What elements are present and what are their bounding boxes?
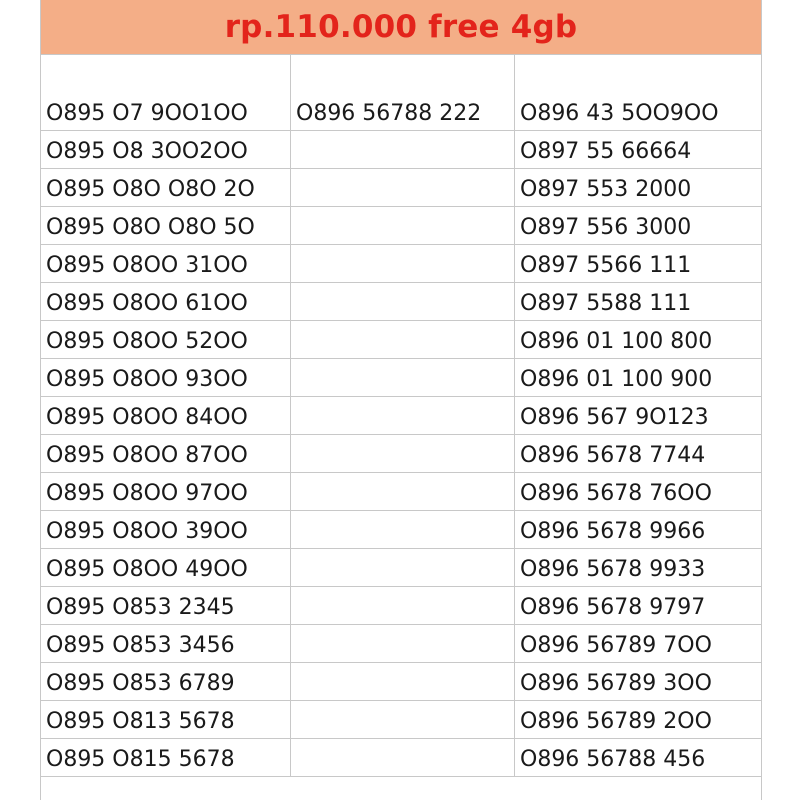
phone-number-cell[interactable]: O896 5678 9933: [520, 557, 706, 582]
phone-number-cell[interactable]: [291, 587, 515, 624]
table-row: [41, 587, 761, 625]
table-row: [41, 359, 761, 397]
phone-number-cell[interactable]: O896 56788 456: [520, 747, 706, 772]
phone-number-cell[interactable]: O895 O8OO 49OO: [41, 549, 291, 586]
table-row: [41, 207, 761, 245]
table-row: [41, 473, 761, 511]
phone-number-cell[interactable]: O895 O8O O8O 2O: [41, 169, 291, 206]
table-row: [41, 397, 761, 435]
phone-number-cell[interactable]: [291, 435, 515, 472]
phone-number-cell[interactable]: [291, 321, 515, 358]
phone-number-cell[interactable]: [291, 473, 515, 510]
phone-number-cell[interactable]: [291, 663, 515, 700]
phone-number-cell[interactable]: O896 56789 7OO: [520, 633, 712, 658]
phone-number-cell[interactable]: O896 5678 9797: [520, 595, 706, 620]
phone-number-cell[interactable]: O897 5566 111: [520, 253, 692, 278]
phone-number-cell[interactable]: O895 O853 2345: [41, 587, 291, 624]
page-title: rp.110.000 free 4gb: [224, 9, 578, 45]
phone-number-cell[interactable]: O895 O813 5678: [41, 701, 291, 738]
table-row: [41, 625, 761, 663]
phone-number-cell[interactable]: O895 O8OO 52OO: [41, 321, 291, 358]
phone-number-cell[interactable]: O896 567 9O123: [520, 405, 709, 430]
phone-number-cell[interactable]: O896 56789 2OO: [520, 709, 712, 734]
table-row: [41, 663, 761, 701]
phone-number-cell[interactable]: O895 O8O O8O 5O: [41, 207, 291, 244]
phone-number-cell[interactable]: O895 O8OO 39OO: [41, 511, 291, 548]
phone-number-cell[interactable]: O895 O8OO 87OO: [41, 435, 291, 472]
phone-number-cell[interactable]: [291, 131, 515, 168]
phone-number-cell[interactable]: O896 56788 222: [291, 54, 515, 130]
phone-number-cell[interactable]: O897 5588 111: [520, 291, 692, 316]
phone-number-cell[interactable]: O896 5678 9966: [520, 519, 706, 544]
table-row: [41, 321, 761, 359]
phone-number-cell[interactable]: [291, 245, 515, 282]
phone-number-cell[interactable]: O897 556 3000: [520, 215, 692, 240]
table-row: [41, 245, 761, 283]
phone-number-cell[interactable]: [291, 511, 515, 548]
phone-number-cell[interactable]: O895 O8 3OO2OO: [41, 131, 291, 168]
phone-number-cell[interactable]: O895 O853 3456: [41, 625, 291, 662]
phone-number-cell[interactable]: [291, 549, 515, 586]
table-row: [41, 54, 761, 131]
phone-number-cell[interactable]: O896 5678 7744: [520, 443, 706, 468]
table-row: [41, 131, 761, 169]
table-row: [41, 283, 761, 321]
phone-number-cell[interactable]: O896 56789 3OO: [520, 671, 712, 696]
phone-number-cell[interactable]: O895 O8OO 93OO: [41, 359, 291, 396]
phone-number-cell[interactable]: O897 553 2000: [520, 177, 692, 202]
table-row: [41, 511, 761, 549]
phone-number-cell[interactable]: O895 O8OO 61OO: [41, 283, 291, 320]
phone-number-cell[interactable]: [291, 701, 515, 738]
phone-number-cell[interactable]: O896 01 100 800: [520, 329, 713, 354]
phone-number-cell[interactable]: [291, 739, 515, 776]
phone-number-cell[interactable]: [291, 625, 515, 662]
phone-number-cell[interactable]: [291, 207, 515, 244]
phone-number-cell[interactable]: O897 55 66664: [520, 139, 692, 164]
phone-number-cell[interactable]: O895 O8OO 84OO: [41, 397, 291, 434]
table-row: [41, 739, 761, 777]
phone-number-cell[interactable]: O895 O815 5678: [41, 739, 291, 776]
table-row: [41, 435, 761, 473]
phone-number-cell[interactable]: O895 O7 9OO1OO: [41, 54, 291, 130]
phone-number-cell[interactable]: [291, 397, 515, 434]
phone-number-cell[interactable]: O896 5678 76OO: [520, 481, 712, 506]
table-row: [41, 169, 761, 207]
phone-number-cell[interactable]: O896 01 100 900: [520, 367, 713, 392]
table-row: [41, 701, 761, 739]
price-banner: [41, 0, 761, 55]
phone-number-cell[interactable]: O895 O8OO 31OO: [41, 245, 291, 282]
phone-number-cell[interactable]: O895 O853 6789: [41, 663, 291, 700]
phone-number-cell[interactable]: O895 O8OO 97OO: [41, 473, 291, 510]
table-row: [41, 549, 761, 587]
phone-number-cell[interactable]: O896 43 5OO9OO: [520, 101, 719, 126]
phone-number-cell[interactable]: [291, 169, 515, 206]
price-list-sheet: [40, 0, 762, 800]
number-table: [41, 54, 761, 777]
phone-number-cell[interactable]: [291, 283, 515, 320]
phone-number-cell[interactable]: [291, 359, 515, 396]
